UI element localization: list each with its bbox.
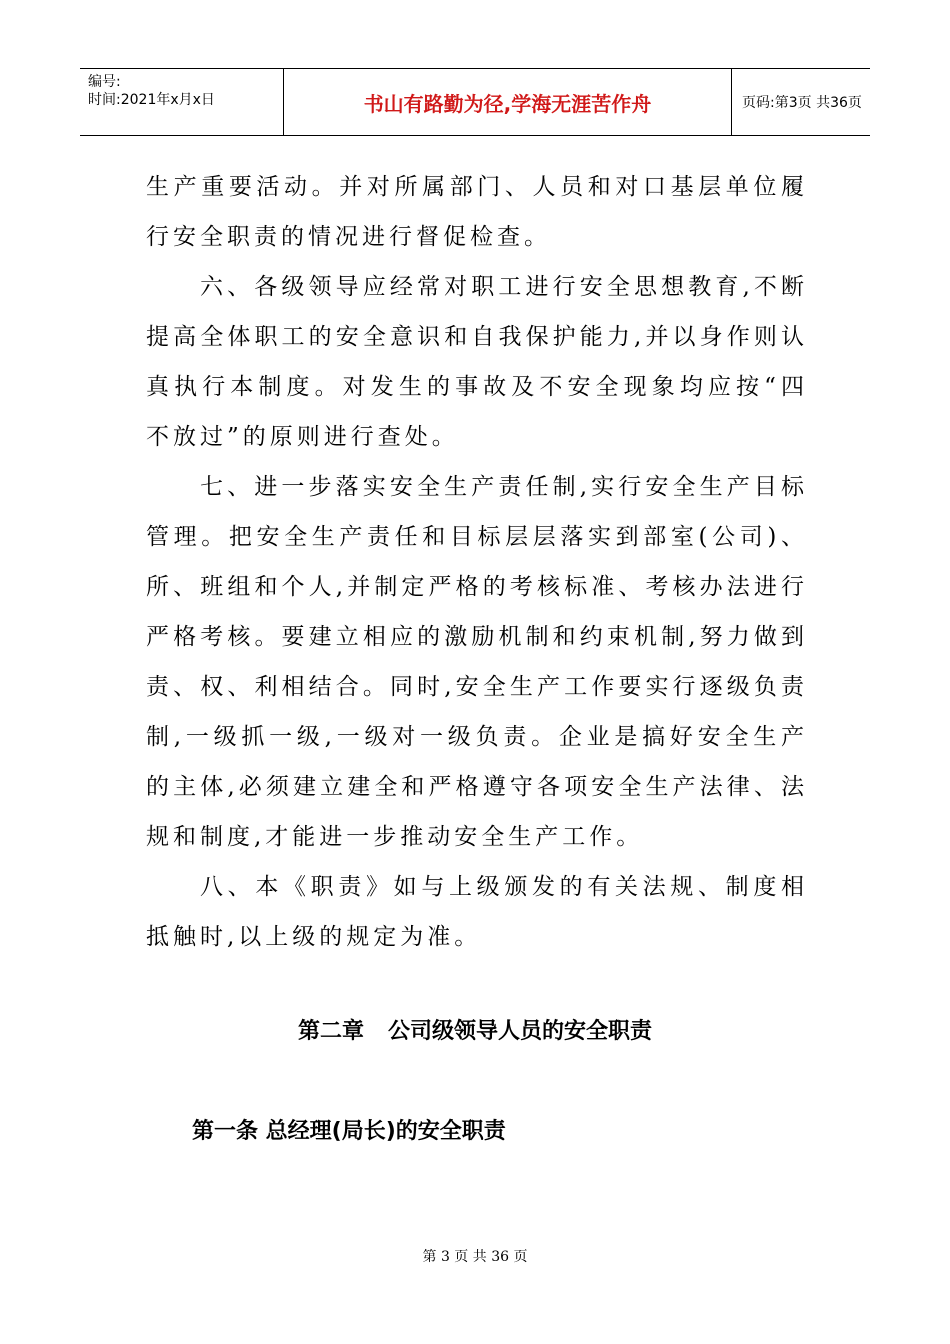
paragraph-continued: 生产重要活动。并对所属部门、人员和对口基层单位履行安全职责的情况进行督促检查。: [146, 174, 808, 250]
header-motto: 书山有路勤为径,学海无涯苦作舟: [284, 69, 732, 135]
header-page-info: 页码:第3页 共36页: [742, 95, 862, 111]
article-heading: 第一条 总经理(局长)的安全职责: [192, 1119, 506, 1144]
document-body: [146, 162, 808, 962]
chapter-heading: [0, 1014, 950, 1045]
chapter-title: 公司级领导人员的安全职责: [388, 1019, 653, 1044]
header-meta: [80, 69, 284, 135]
paragraph-item-7: 七、进一步落实安全生产责任制,实行安全生产目标管理。把安全生产责任和目标层层落实到部室(公司)、所、班组和个人,并制定严格的考核标准、考核办法进行严格考核。要建立相应的激励机制和约束机制,努力做到责、权、利相结合。同时,安全生产工作要实行逐级负责制,一级抓一级,一级对一级负责。企业是搞好安全生产的主体,必须建立建全和严格遵守各项安全生产法律、法规和制度,才能进一步推动安全生产工作。: [146, 474, 808, 850]
chapter-number: 第二章: [297, 1019, 364, 1044]
paragraph-item-6: 六、各级领导应经常对职工进行安全思想教育,不断提高全体职工的安全意识和自我保护能力,并以身作则认真执行本制度。对发生的事故及不安全现象均应按“四不放过”的原则进行查处。: [146, 274, 808, 450]
document-date: 时间:2021年x月x日: [88, 92, 215, 108]
document-number-label: 编号:: [88, 74, 121, 90]
paragraph-item-8: 八、本《职责》如与上级颁发的有关法规、制度相抵触时,以上级的规定为准。: [146, 874, 808, 950]
page-footer: 第 3 页 共 36 页: [422, 1249, 528, 1265]
page-header: [80, 68, 870, 136]
